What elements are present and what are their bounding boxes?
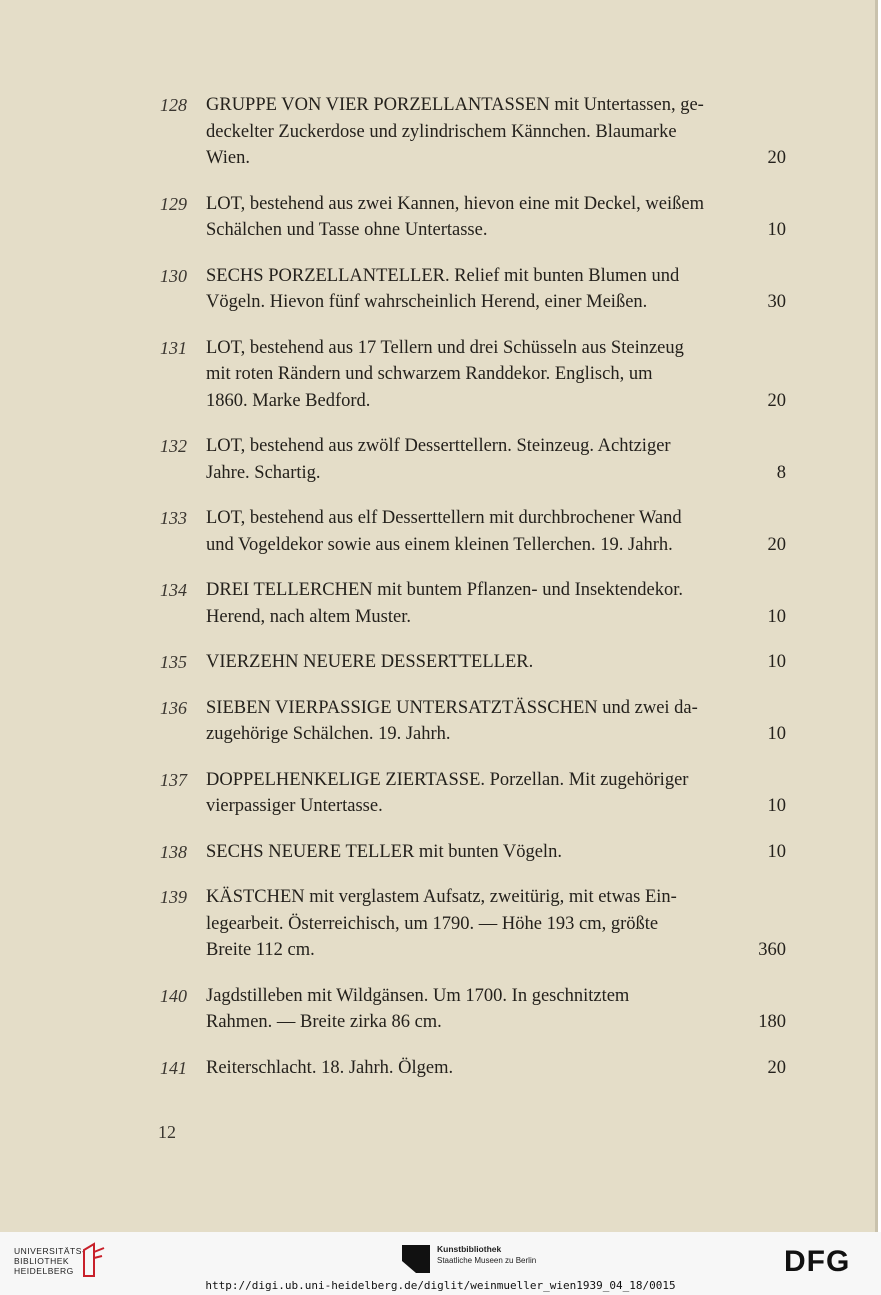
description-line: Schälchen und Tasse ohne Untertasse. xyxy=(206,220,488,240)
lot-price: 30 xyxy=(767,292,786,312)
description-line: KÄSTCHEN mit verglastem Aufsatz, zweitürig, mit etwas Ein- xyxy=(206,887,677,907)
lot-entry xyxy=(0,577,878,630)
lot-entry xyxy=(0,695,878,748)
page-number: 12 xyxy=(158,1122,176,1142)
description-last-line xyxy=(206,604,786,631)
lot-description xyxy=(206,767,786,820)
lot-entry xyxy=(0,335,878,415)
lot-entry xyxy=(0,983,878,1036)
lot-number: 134 xyxy=(160,580,187,600)
document-url[interactable]: http://digi.ub.uni-heidelberg.de/diglit/weinmueller_wien1939_04_18/0015 xyxy=(205,1279,676,1292)
lot-description xyxy=(206,335,786,415)
kunstbibliothek-label xyxy=(437,1244,536,1266)
description-line: Vögeln. Hievon fünf wahrscheinlich Herend, einer Meißen. xyxy=(206,292,648,312)
lot-description xyxy=(206,263,786,316)
description-line: LOT, bestehend aus zwei Kannen, hievon eine mit Deckel, weißem xyxy=(206,193,704,214)
description-line: Herend, nach altem Muster. xyxy=(206,606,411,627)
description-last-line xyxy=(206,1009,786,1036)
description-last-line xyxy=(206,793,786,820)
lot-price: 8 xyxy=(776,462,786,483)
lot-number: 129 xyxy=(160,193,187,214)
description-line: zugehörige Schälchen. 19. Jahrh. xyxy=(206,724,451,744)
lot-entry xyxy=(0,191,878,244)
lot-description xyxy=(206,92,786,172)
description-line: deckelter Zuckerdose und zylindrischem Kännchen. Blaumarke xyxy=(206,121,677,142)
description-line: Jahre. Schartig. xyxy=(206,462,321,483)
lot-list xyxy=(0,92,878,1100)
lot-entry xyxy=(0,433,878,486)
lot-number: 139 xyxy=(160,887,187,907)
description-line: 1860. Marke Bedford. xyxy=(206,390,371,411)
description-line: LOT, bestehend aus elf Desserttellern mit durchbrochener Wand xyxy=(206,508,682,528)
lot-number: 136 xyxy=(160,697,187,718)
uni-line-2: BIBLIOTHEK xyxy=(14,1256,70,1266)
description-last-line xyxy=(206,649,786,676)
description-line: SECHS NEUERE TELLER mit bunten Vögeln. xyxy=(206,841,562,862)
description-line: und Vogeldekor sowie aus einem kleinen Tellerchen. 19. Jahrh. xyxy=(206,534,673,555)
lot-description xyxy=(206,191,786,244)
description-line: Reiterschlacht. 18. Jahrh. Ölgem. xyxy=(206,1057,454,1078)
description-line: SECHS PORZELLANTELLER. Relief mit bunten Blumen und xyxy=(206,265,680,286)
dfg-logo: DFG xyxy=(784,1245,851,1278)
lot-price: 10 xyxy=(767,606,786,627)
heidelberg-logo-icon xyxy=(80,1242,106,1278)
lot-price: 20 xyxy=(767,1057,786,1078)
lot-description xyxy=(206,577,786,630)
lot-entry xyxy=(0,649,878,676)
lot-number: 137 xyxy=(160,769,187,790)
description-line: VIERZEHN NEUERE DESSERTTELLER. xyxy=(206,652,534,672)
lot-price: 20 xyxy=(767,390,786,411)
lot-number: 132 xyxy=(160,436,187,456)
uni-line-3: HEIDELBERG xyxy=(14,1266,74,1276)
lot-number: 141 xyxy=(160,1057,187,1078)
lot-price: 360 xyxy=(758,940,786,960)
description-line: Jagdstilleben mit Wildgänsen. Um 1700. In geschnitztem xyxy=(206,985,630,1006)
lot-entry xyxy=(0,505,878,558)
lot-description xyxy=(206,505,786,558)
lot-price: 10 xyxy=(767,841,786,862)
kunstbibliothek-logo-icon xyxy=(402,1245,430,1273)
lot-number: 133 xyxy=(160,508,187,528)
description-last-line xyxy=(206,532,786,559)
lot-entry xyxy=(0,263,878,316)
lot-number: 128 xyxy=(160,95,187,115)
lot-description xyxy=(206,983,786,1036)
lot-number: 135 xyxy=(160,652,187,672)
lot-entry xyxy=(0,839,878,866)
lot-price: 180 xyxy=(758,1012,786,1032)
lot-price: 20 xyxy=(767,148,786,168)
description-line: vierpassiger Untertasse. xyxy=(206,796,383,816)
description-last-line xyxy=(206,460,786,487)
description-line: LOT, bestehend aus 17 Tellern und drei Schüsseln aus Steinzeug xyxy=(206,337,684,358)
description-line: Wien. xyxy=(206,148,250,168)
lot-entry xyxy=(0,767,878,820)
lot-entry xyxy=(0,92,878,172)
description-last-line xyxy=(206,1055,786,1082)
description-line: Rahmen. — Breite zirka 86 cm. xyxy=(206,1012,442,1032)
university-library-label xyxy=(14,1246,85,1276)
lot-entry xyxy=(0,1055,878,1082)
lot-price: 20 xyxy=(767,534,786,555)
description-last-line xyxy=(206,721,786,748)
lot-number: 130 xyxy=(160,265,187,286)
lot-price: 10 xyxy=(767,220,786,240)
description-line: Breite 112 cm. xyxy=(206,940,315,960)
description-last-line xyxy=(206,839,786,866)
lot-entry xyxy=(0,884,878,964)
lot-number: 131 xyxy=(160,337,187,358)
description-line: SIEBEN VIERPASSIGE UNTERSATZTÄSSCHEN und zwei da- xyxy=(206,697,698,718)
description-line: DREI TELLERCHEN mit buntem Pflanzen- und Insektendekor. xyxy=(206,580,683,600)
lot-description xyxy=(206,649,786,676)
description-line: DOPPELHENKELIGE ZIERTASSE. Porzellan. Mit zugehöriger xyxy=(206,769,689,790)
kb-title: Kunstbibliothek xyxy=(437,1244,502,1254)
description-last-line xyxy=(206,388,786,415)
lot-number: 140 xyxy=(160,985,187,1006)
lot-price: 10 xyxy=(767,796,786,816)
description-last-line xyxy=(206,937,786,964)
description-last-line xyxy=(206,289,786,316)
viewer-footer xyxy=(0,1232,881,1295)
description-last-line xyxy=(206,217,786,244)
lot-price: 10 xyxy=(767,724,786,744)
lot-price: 10 xyxy=(767,652,786,672)
description-last-line xyxy=(206,145,786,172)
lot-description xyxy=(206,884,786,964)
description-line: GRUPPE VON VIER PORZELLANTASSEN mit Untertassen, ge- xyxy=(206,95,704,115)
lot-description xyxy=(206,433,786,486)
lot-description xyxy=(206,695,786,748)
description-line: legearbeit. Österreichisch, um 1790. — Höhe 193 cm, größte xyxy=(206,913,659,934)
description-line: mit roten Rändern und schwarzem Randdekor. Englisch, um xyxy=(206,364,653,384)
lot-description xyxy=(206,839,786,866)
kb-subtitle: Staatliche Museen zu Berlin xyxy=(437,1256,537,1265)
uni-line-1: UNIVERSITÄTS- xyxy=(14,1246,86,1256)
lot-number: 138 xyxy=(160,841,187,862)
description-line: LOT, bestehend aus zwölf Desserttellern. Steinzeug. Achtziger xyxy=(206,436,671,456)
lot-description xyxy=(206,1055,786,1082)
